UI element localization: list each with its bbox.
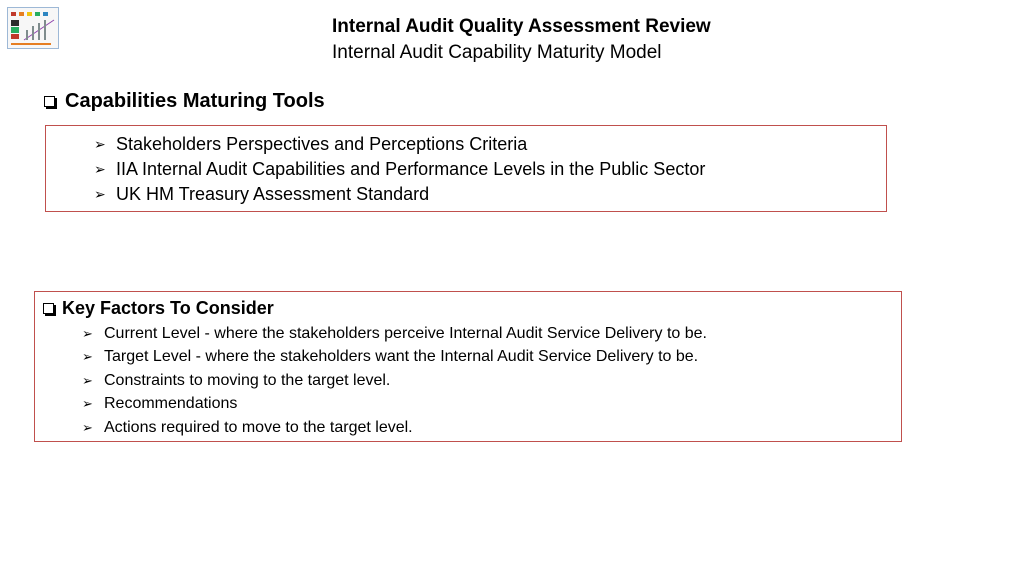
list-item bbox=[82, 393, 707, 417]
list-item-text: Recommendations bbox=[104, 395, 238, 413]
tools-box bbox=[45, 125, 887, 212]
arrow-bullet-icon: ➢ bbox=[94, 161, 106, 177]
factors-list bbox=[82, 322, 707, 440]
list-item bbox=[82, 369, 707, 393]
arrow-bullet-icon: ➢ bbox=[94, 136, 106, 152]
list-item bbox=[94, 132, 705, 157]
list-item-text: Stakeholders Perspectives and Perceptions Criteria bbox=[116, 134, 528, 154]
list-item-text: IIA Internal Audit Capabilities and Performance Levels in the Public Sector bbox=[116, 159, 706, 179]
list-item bbox=[82, 346, 707, 370]
checkbox-bullet-icon bbox=[43, 303, 54, 314]
maturity-model-thumbnail-icon bbox=[8, 8, 58, 48]
list-item bbox=[82, 322, 707, 346]
list-item bbox=[94, 182, 705, 207]
factors-section-heading bbox=[43, 298, 274, 319]
factors-heading-text: Key Factors To Consider bbox=[62, 298, 274, 318]
list-item-text: Constraints to moving to the target level. bbox=[104, 371, 391, 389]
list-item-text: Current Level - where the stakeholders perceive Internal Audit Service Delivery to be. bbox=[104, 324, 707, 342]
list-item bbox=[82, 416, 707, 440]
list-item bbox=[94, 157, 705, 182]
tools-list bbox=[94, 132, 705, 207]
tools-section-heading bbox=[44, 90, 325, 113]
arrow-bullet-icon: ➢ bbox=[82, 396, 93, 412]
tools-heading-text: Capabilities Maturing Tools bbox=[65, 90, 325, 112]
arrow-bullet-icon: ➢ bbox=[94, 186, 106, 202]
list-item-text: Actions required to move to the target level. bbox=[104, 418, 413, 436]
list-item-text: Target Level - where the stakeholders want the Internal Audit Service Delivery to be. bbox=[104, 348, 699, 366]
factors-box bbox=[34, 291, 902, 442]
arrow-bullet-icon: ➢ bbox=[82, 325, 93, 341]
arrow-bullet-icon: ➢ bbox=[82, 419, 93, 435]
list-item-text: UK HM Treasury Assessment Standard bbox=[116, 184, 430, 204]
arrow-bullet-icon: ➢ bbox=[82, 349, 93, 365]
page-subtitle: Internal Audit Capability Maturity Model bbox=[332, 42, 662, 63]
logo bbox=[7, 7, 59, 49]
checkbox-bullet-icon bbox=[44, 96, 55, 107]
arrow-bullet-icon: ➢ bbox=[82, 372, 93, 388]
page-title: Internal Audit Quality Assessment Review bbox=[332, 16, 711, 37]
